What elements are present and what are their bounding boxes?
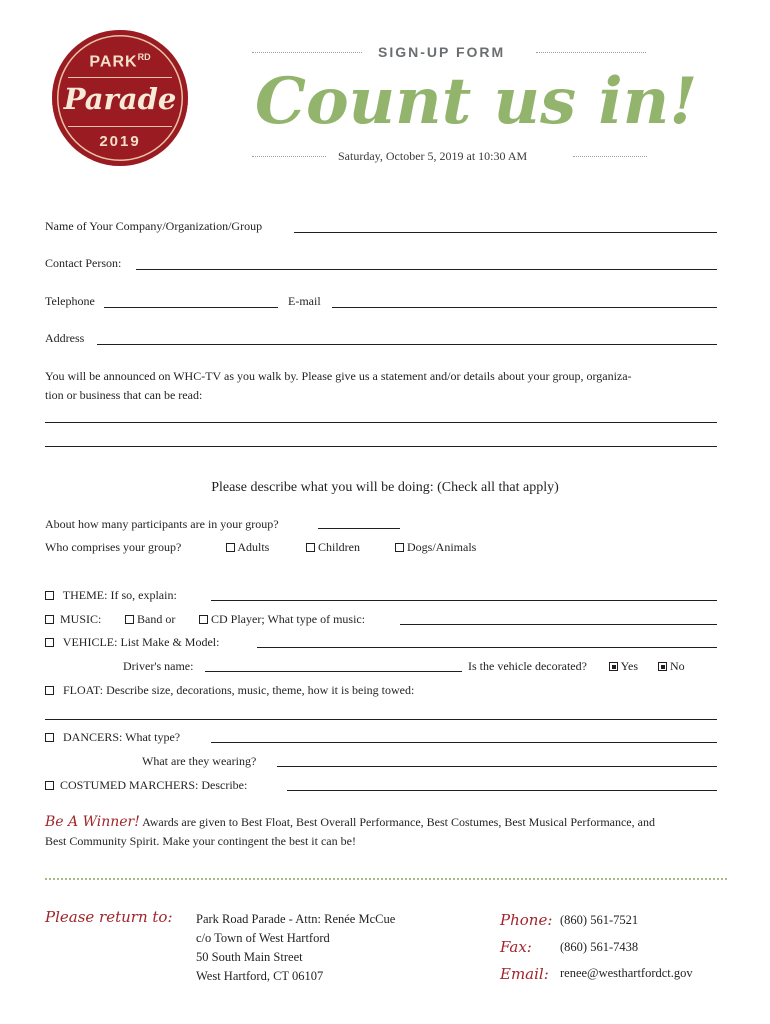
decorated-no-checkbox[interactable] — [658, 662, 667, 671]
address-line[interactable] — [97, 344, 717, 345]
dogs-option[interactable] — [395, 540, 476, 554]
email-label: E-mail — [288, 294, 321, 308]
logo-parade-text: Parade — [63, 82, 177, 116]
email-line[interactable] — [332, 307, 717, 308]
event-date: Saturday, October 5, 2019 at 10:30 AM — [338, 149, 528, 163]
address-line-1: Park Road Parade - Attn: Renée McCue — [196, 912, 396, 926]
vehicle-line[interactable] — [257, 647, 717, 648]
date-divider-right — [573, 156, 647, 157]
form-kicker: SIGN-UP FORM — [378, 44, 506, 60]
wearing-label: What are they wearing? — [142, 754, 257, 768]
fax-label: Fax: — [500, 938, 532, 956]
contact-line[interactable] — [136, 269, 717, 270]
costumed-row — [45, 778, 247, 792]
dogs-label: Dogs/Animals — [407, 540, 477, 554]
theme-checkbox[interactable] — [45, 591, 54, 600]
music-row — [45, 612, 101, 626]
children-option[interactable] — [306, 540, 360, 554]
statement-line-1[interactable] — [45, 422, 717, 423]
music-checkbox[interactable] — [45, 615, 54, 624]
float-label: FLOAT: Describe size, decorations, music, theme, how it is being towed: — [63, 683, 415, 697]
logo-rule-top — [68, 77, 172, 78]
float-line[interactable] — [45, 719, 717, 720]
phone-label: Phone: — [500, 911, 553, 929]
cd-checkbox[interactable] — [199, 615, 208, 624]
decorated-no-option[interactable] — [658, 659, 685, 673]
winner-lead: Be A Winner! — [45, 814, 140, 830]
children-checkbox[interactable] — [306, 543, 315, 552]
decorated-yes-option[interactable] — [609, 659, 638, 673]
dancers-checkbox[interactable] — [45, 733, 54, 742]
children-label: Children — [318, 540, 360, 554]
email-address[interactable]: renee@westhartfordct.gov — [560, 966, 693, 980]
dogs-checkbox[interactable] — [395, 543, 404, 552]
adults-checkbox[interactable] — [226, 543, 235, 552]
logo-rule-bottom — [68, 126, 172, 127]
statement-line-2[interactable] — [45, 446, 717, 447]
decorated-yes-checkbox[interactable] — [609, 662, 618, 671]
float-checkbox[interactable] — [45, 686, 54, 695]
activities-heading: Please describe what you will be doing: (Check all that apply) — [211, 480, 559, 495]
park-road-parade-logo — [52, 30, 188, 166]
address-line-2: c/o Town of West Hartford — [196, 931, 330, 945]
date-divider-left — [252, 156, 326, 157]
org-name-label: Name of Your Company/Organization/Group — [45, 219, 263, 233]
no-label: No — [670, 659, 685, 673]
cd-option[interactable] — [199, 612, 365, 626]
org-name-line[interactable] — [294, 232, 717, 233]
vehicle-label: VEHICLE: List Make & Model: — [62, 635, 220, 649]
address-line-3: 50 South Main Street — [196, 950, 303, 964]
address-line-4: West Hartford, CT 06107 — [196, 969, 324, 983]
address-label: Address — [45, 331, 85, 345]
dancers-label: DANCERS: What type? — [63, 730, 181, 744]
telephone-line[interactable] — [104, 307, 278, 308]
footer-divider — [45, 878, 727, 880]
yes-label: Yes — [620, 659, 639, 673]
driver-label: Driver's name: — [123, 659, 194, 673]
driver-line[interactable] — [205, 671, 462, 672]
statement-instructions-2: tion or business that can be read: — [45, 388, 203, 402]
adults-option[interactable] — [226, 540, 269, 554]
music-type-line[interactable] — [400, 624, 717, 625]
kicker-divider-left — [252, 52, 362, 53]
statement-instructions-1: You will be announced on WHC-TV as you walk by. Please give us a statement and/or details about your group, organiza- — [45, 369, 632, 383]
phone-number: (860) 561-7521 — [560, 913, 639, 927]
decorated-label: Is the vehicle decorated? — [468, 659, 587, 673]
wearing-line[interactable] — [277, 766, 717, 767]
contact-label: Contact Person: — [45, 256, 122, 270]
dancers-line[interactable] — [211, 742, 717, 743]
return-label: Please return to: — [45, 908, 173, 926]
telephone-label: Telephone — [45, 294, 95, 308]
participants-label: About how many participants are in your group? — [45, 517, 279, 531]
band-checkbox[interactable] — [125, 615, 134, 624]
costumed-label: COSTUMED MARCHERS: Describe: — [60, 778, 248, 792]
winner-text-2: Best Community Spirit. Make your contingent the best it can be! — [45, 834, 356, 848]
costumed-line[interactable] — [287, 790, 717, 791]
participants-line[interactable] — [318, 528, 400, 529]
comprises-label: Who comprises your group? — [45, 540, 182, 554]
band-label: Band or — [137, 612, 176, 626]
logo-year: 2019 — [99, 133, 141, 150]
dancers-row — [45, 730, 180, 744]
fax-number: (860) 561-7438 — [560, 940, 639, 954]
vehicle-checkbox[interactable] — [45, 638, 54, 647]
theme-label: THEME: If so, explain: — [62, 588, 177, 602]
theme-row — [45, 588, 177, 602]
return-address — [196, 910, 395, 986]
winner-text-1: Awards are given to Best Float, Best Overall Performance, Best Costumes, Best Musical Performance, and — [139, 815, 655, 829]
cd-label: CD Player; What type of music: — [211, 612, 366, 626]
float-row — [45, 683, 414, 697]
winner-line-1 — [45, 815, 655, 829]
theme-line[interactable] — [211, 600, 717, 601]
kicker-divider-right — [536, 52, 646, 53]
email-contact-label: Email: — [500, 965, 549, 983]
logo-park-text: $PARK^{RD}$ — [89, 52, 151, 71]
costumed-checkbox[interactable] — [45, 781, 54, 790]
vehicle-row — [45, 635, 219, 649]
music-label: MUSIC: — [60, 612, 102, 626]
band-option[interactable] — [125, 612, 175, 626]
adults-label: Adults — [237, 540, 270, 554]
page-title: Count us in! — [255, 64, 698, 139]
